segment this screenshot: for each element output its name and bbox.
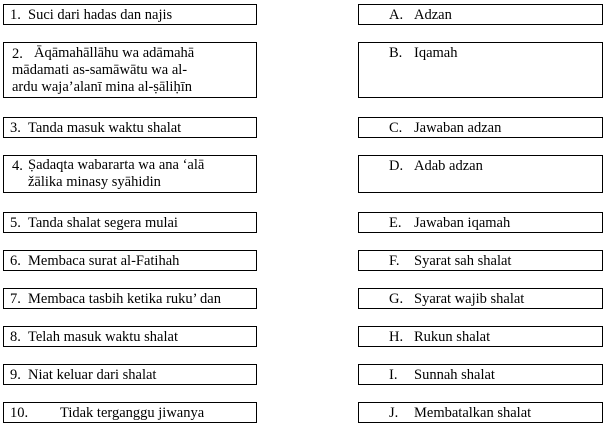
option-letter: G. [389, 291, 404, 307]
option-text: Sunnah shalat [414, 367, 495, 383]
option-text: Adzan [414, 7, 452, 23]
item-text-line-3: ardu waja’alanī mina al-ṣāliḥīn [12, 79, 192, 95]
item-number: 8. [10, 329, 21, 345]
right-item-d [358, 155, 603, 193]
option-text: Rukun shalat [414, 329, 491, 345]
item-text: Tanda masuk waktu shalat [28, 120, 182, 136]
item-text-line-1: Āqāmahāllāhu wa adāmahā [34, 45, 195, 61]
item-number: 4. [12, 158, 23, 174]
option-letter: E. [389, 215, 402, 231]
option-letter: I. [389, 367, 398, 383]
item-text: Tidak terganggu jiwanya [60, 405, 205, 421]
left-item-3 [3, 117, 257, 138]
option-text: Jawaban iqamah [414, 215, 511, 231]
right-item-e [358, 212, 603, 233]
right-item-g [358, 288, 603, 309]
option-text: Membatalkan shalat [414, 405, 532, 421]
item-text-line-1: Ṣadaqta wabararta wa ana ‘alā [28, 157, 205, 173]
left-item-2 [3, 42, 257, 98]
left-item-4 [3, 155, 257, 193]
option-letter: H. [389, 329, 404, 345]
item-text: Niat keluar dari shalat [28, 367, 157, 383]
right-item-i [358, 364, 603, 385]
left-item-5 [3, 212, 257, 233]
left-item-9 [3, 364, 257, 385]
option-text: Iqamah [414, 45, 458, 61]
item-number: 7. [10, 291, 21, 307]
item-text: Membaca tasbih ketika ruku’ dan [28, 291, 221, 307]
left-item-6 [3, 250, 257, 271]
item-number: 3. [10, 120, 21, 136]
item-text: Tanda shalat segera mulai [28, 215, 178, 231]
option-text: Adab adzan [414, 158, 483, 174]
right-item-j [358, 402, 603, 423]
option-letter: B. [389, 45, 403, 61]
option-letter: C. [389, 120, 403, 136]
left-item-1 [3, 4, 257, 25]
right-item-h [358, 326, 603, 347]
item-text: Telah masuk waktu shalat [28, 329, 178, 345]
right-item-a [358, 4, 603, 25]
left-item-7 [3, 288, 257, 309]
option-letter: J. [389, 405, 399, 421]
option-text: Syarat sah shalat [414, 253, 512, 269]
left-item-8 [3, 326, 257, 347]
item-number: 5. [10, 215, 21, 231]
item-number: 9. [10, 367, 21, 383]
right-item-b [358, 42, 603, 98]
item-text-line-2: žālika minasy syāhidin [28, 174, 161, 190]
item-number: 6. [10, 253, 21, 269]
right-item-f [358, 250, 603, 271]
option-letter: F. [389, 253, 400, 269]
item-number: 2. [12, 46, 23, 62]
option-text: Jawaban adzan [414, 120, 502, 136]
option-letter: D. [389, 158, 404, 174]
item-text-line-2: mādamati as-samāwātu wa al- [12, 62, 188, 78]
item-number: 1. [10, 7, 21, 23]
option-letter: A. [389, 7, 404, 23]
option-text: Syarat wajib shalat [414, 291, 525, 307]
item-text: Membaca surat al-Fatihah [28, 253, 180, 269]
right-item-c [358, 117, 603, 138]
left-item-10 [3, 402, 257, 423]
item-text: Suci dari hadas dan najis [28, 7, 173, 23]
item-number: 10. [10, 405, 29, 421]
